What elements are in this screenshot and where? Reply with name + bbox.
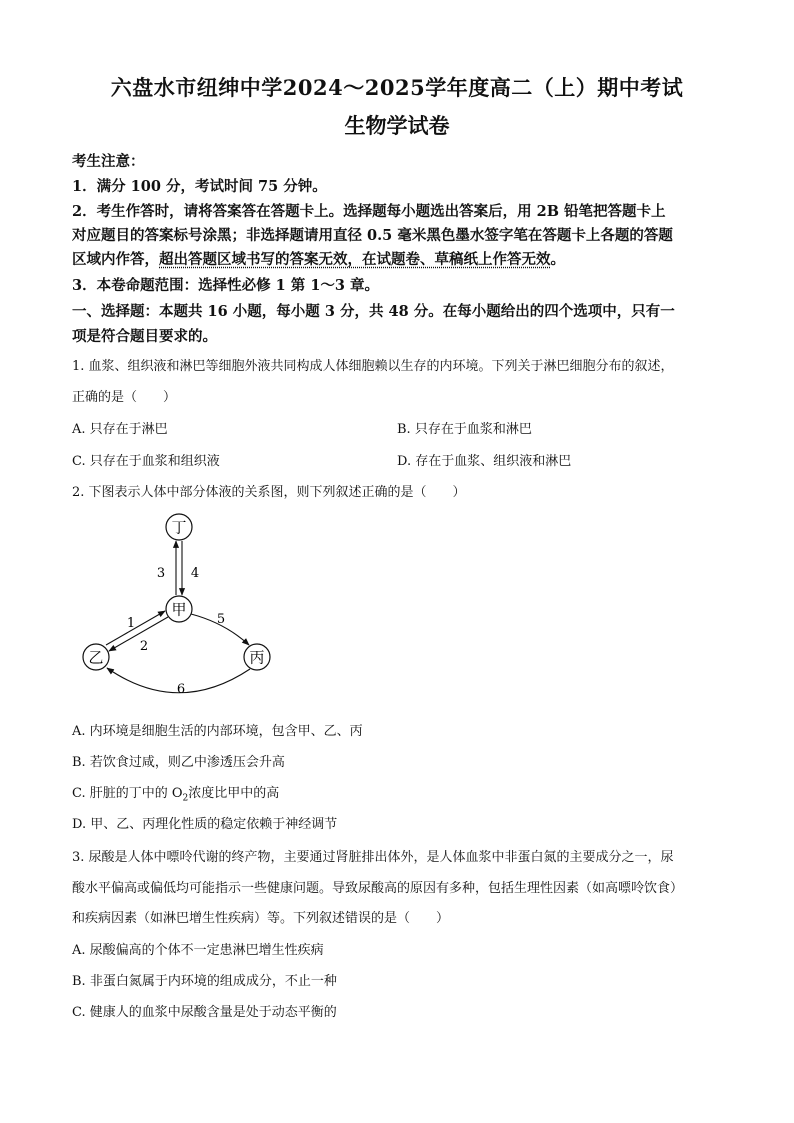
arrow-label-2: 2 xyxy=(139,639,149,654)
notice-item-2-line-1: 2．考生作答时，请将答案答在答题卡上。选择题每小题选出答案后，用 2B 铅笔把答题卡上 xyxy=(72,203,666,220)
q2-option-c xyxy=(72,782,279,804)
section-heading-line-2: 项是符合题目要求的。 xyxy=(72,328,217,345)
exam-subtitle: 生物学试卷 xyxy=(344,113,450,138)
node-yi xyxy=(83,644,109,670)
q1-option-b: B. 只存在于血浆和淋巴 xyxy=(397,422,532,437)
arrow-label-6: 6 xyxy=(176,682,186,697)
q1-stem-line-1: 1. 血浆、组织液和淋巴等细胞外液共同构成人体细胞赖以生存的内环境。下列关于淋巴细胞分布的叙述， xyxy=(72,359,674,374)
notice-item-2-line-3-c: 。 xyxy=(550,251,565,268)
q2-option-c-subscript: 2 xyxy=(182,793,189,804)
arrow-label-5: 5 xyxy=(216,612,226,627)
q3-stem-line-3: 和疾病因素（如淋巴增生性疾病）等。下列叙述错误的是（ ） xyxy=(72,911,450,926)
q1-option-d: D. 存在于血浆、组织液和淋巴 xyxy=(397,454,572,469)
body-fluid-diagram xyxy=(60,505,320,705)
svg-text:丁: 丁 xyxy=(171,518,187,537)
svg-text:丙: 丙 xyxy=(249,648,265,667)
svg-text:乙: 乙 xyxy=(88,648,104,667)
section-heading-line-1: 一、选择题：本题共 16 小题，每小题 3 分，共 48 分。在每小题给出的四个选项中，只有一 xyxy=(72,303,675,320)
q3-option-a: A. 尿酸偏高的个体不一定患淋巴增生性疾病 xyxy=(72,943,324,958)
notice-heading: 考生注意： xyxy=(72,153,145,170)
q3-option-c: C. 健康人的血浆中尿酸含量是处于动态平衡的 xyxy=(72,1005,337,1020)
q2-option-b: B. 若饮食过咸，则乙中渗透压会升高 xyxy=(72,755,285,770)
q2-stem: 2. 下图表示人体中部分体液的关系图，则下列叙述正确的是（ ） xyxy=(72,485,466,500)
notice-item-2-line-2: 对应题目的答案标号涂黑；非选择题请用直径 0.5 毫米黑色墨水签字笔在答题卡上各题的答题 xyxy=(72,227,673,244)
q2-option-d: D. 甲、乙、丙理化性质的稳定依赖于神经调节 xyxy=(72,817,338,832)
notice-item-1: 1．满分 100 分，考试时间 75 分钟。 xyxy=(72,178,327,195)
notice-item-2-line-3 xyxy=(72,248,565,269)
q1-option-c: C. 只存在于血浆和组织液 xyxy=(72,454,220,469)
node-jia xyxy=(166,596,192,622)
notice-item-2-line-3-a: 区域内作答， xyxy=(72,251,159,268)
notice-item-2-emphasis: 超出答题区域书写的答案无效，在试题卷、草稿纸上作答无效 xyxy=(159,251,551,268)
q2-option-a: A. 内环境是细胞生活的内部环境，包含甲、乙、丙 xyxy=(72,724,363,739)
svg-text:甲: 甲 xyxy=(171,600,187,619)
q3-stem-line-1: 3. 尿酸是人体中嘌呤代谢的终产物，主要通过肾脏排出体外，是人体血浆中非蛋白氮的主要成分之一，尿 xyxy=(72,850,674,865)
notice-item-3: 3．本卷命题范围：选择性必修 1 第 1～3 章。 xyxy=(72,277,380,294)
arrow-label-3: 3 xyxy=(156,566,166,581)
q3-option-b: B. 非蛋白氮属于内环境的组成成分，不止一种 xyxy=(72,974,337,989)
q3-stem-line-2: 酸水平偏高或偏低均可能指示一些健康问题。导致尿酸高的原因有多种，包括生理性因素（如高嘌呤饮食） xyxy=(72,881,684,896)
node-ding xyxy=(166,514,192,540)
arrow-1 xyxy=(106,611,165,645)
arrow-label-4: 4 xyxy=(190,566,200,581)
q1-stem-line-2: 正确的是（ ） xyxy=(72,390,177,405)
exam-title: 六盘水市纽绅中学2024～2025学年度高二（上）期中考试 xyxy=(110,75,684,100)
q1-option-a: A. 只存在于淋巴 xyxy=(72,422,168,437)
node-bing xyxy=(244,644,270,670)
arrow-label-1: 1 xyxy=(126,616,136,631)
arrow-2 xyxy=(109,617,168,651)
q2-option-c-text-end: 浓度比甲中的高 xyxy=(188,786,280,801)
q2-option-c-text: C. 肝脏的丁中的 O xyxy=(72,786,183,801)
